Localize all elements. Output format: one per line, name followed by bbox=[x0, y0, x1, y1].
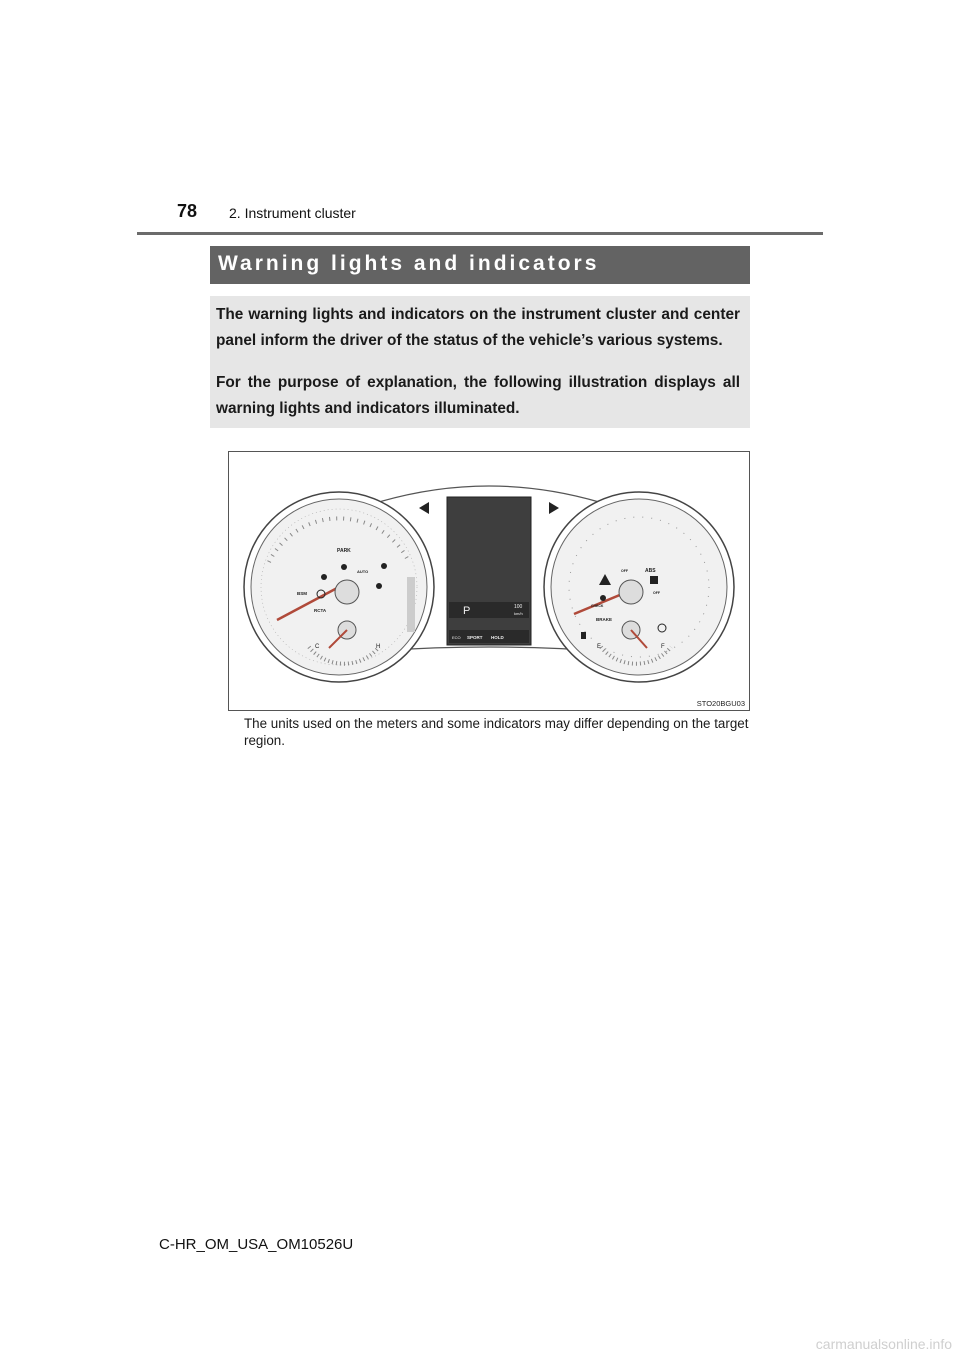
bsm-label: BSM bbox=[297, 591, 307, 596]
auto-label: AUTO bbox=[357, 569, 369, 574]
hot-label: H bbox=[376, 644, 381, 650]
headlight-icon bbox=[341, 564, 347, 570]
footer-document-id: C-HR_OM_USA_OM10526U bbox=[159, 1236, 354, 1253]
abs-label: ABS bbox=[645, 568, 656, 574]
left-gauge bbox=[244, 492, 434, 682]
park-label: PARK bbox=[337, 548, 351, 554]
figure-caption: The units used on the meters and some indicators may differ depending on the target region. bbox=[244, 716, 749, 748]
stability-off-label: OFF bbox=[621, 569, 628, 573]
sport-indicator: SPORT bbox=[467, 635, 483, 640]
instrument-cluster-figure bbox=[228, 451, 750, 711]
section-name: 2. Instrument cluster bbox=[229, 205, 356, 221]
slip-indicator-icon bbox=[650, 576, 658, 584]
header-rule bbox=[137, 232, 823, 235]
watermark[interactable]: carmanualsonline.info bbox=[815, 1336, 952, 1352]
intro-box bbox=[210, 296, 750, 428]
speed-unit: km/h bbox=[514, 611, 523, 616]
brake-icon bbox=[321, 574, 327, 580]
left-turn-signal-icon bbox=[419, 502, 429, 514]
rcta-label: RCTA bbox=[314, 608, 327, 613]
check-engine-icon bbox=[600, 595, 606, 601]
figure-code: STO20BGU03 bbox=[696, 699, 745, 708]
cold-label: C bbox=[315, 644, 320, 650]
speed-limit-value: 100 bbox=[514, 604, 523, 610]
intro-paragraph-1: The warning lights and indicators on the instrument cluster and center panel inform the driver of the status of the vehicle’s various systems. bbox=[216, 306, 740, 349]
instrument-cluster-illustration bbox=[229, 452, 749, 710]
check-label: CHECK bbox=[591, 604, 604, 608]
full-label: F bbox=[661, 644, 665, 650]
section-title-bar bbox=[210, 246, 750, 284]
right-turn-signal-icon bbox=[549, 502, 559, 514]
slip-off-label: OFF bbox=[653, 591, 660, 595]
fuel-icon bbox=[581, 632, 586, 639]
eco-indicator: ECO bbox=[452, 635, 461, 640]
gear-indicator: P bbox=[463, 605, 471, 617]
seatbelt-icon bbox=[381, 563, 387, 569]
intro-paragraph-2: For the purpose of explanation, the following illustration displays all warning lights and indicators illuminated. bbox=[216, 374, 740, 417]
section-title: Warning lights and indicators bbox=[218, 252, 600, 275]
empty-label: E bbox=[597, 644, 602, 650]
airbag-icon bbox=[376, 583, 382, 589]
page-number: 78 bbox=[177, 201, 198, 221]
brake-label: BRAKE bbox=[596, 617, 613, 622]
center-display bbox=[447, 497, 531, 645]
hold-indicator: HOLD bbox=[491, 635, 504, 640]
right-gauge bbox=[544, 492, 734, 682]
